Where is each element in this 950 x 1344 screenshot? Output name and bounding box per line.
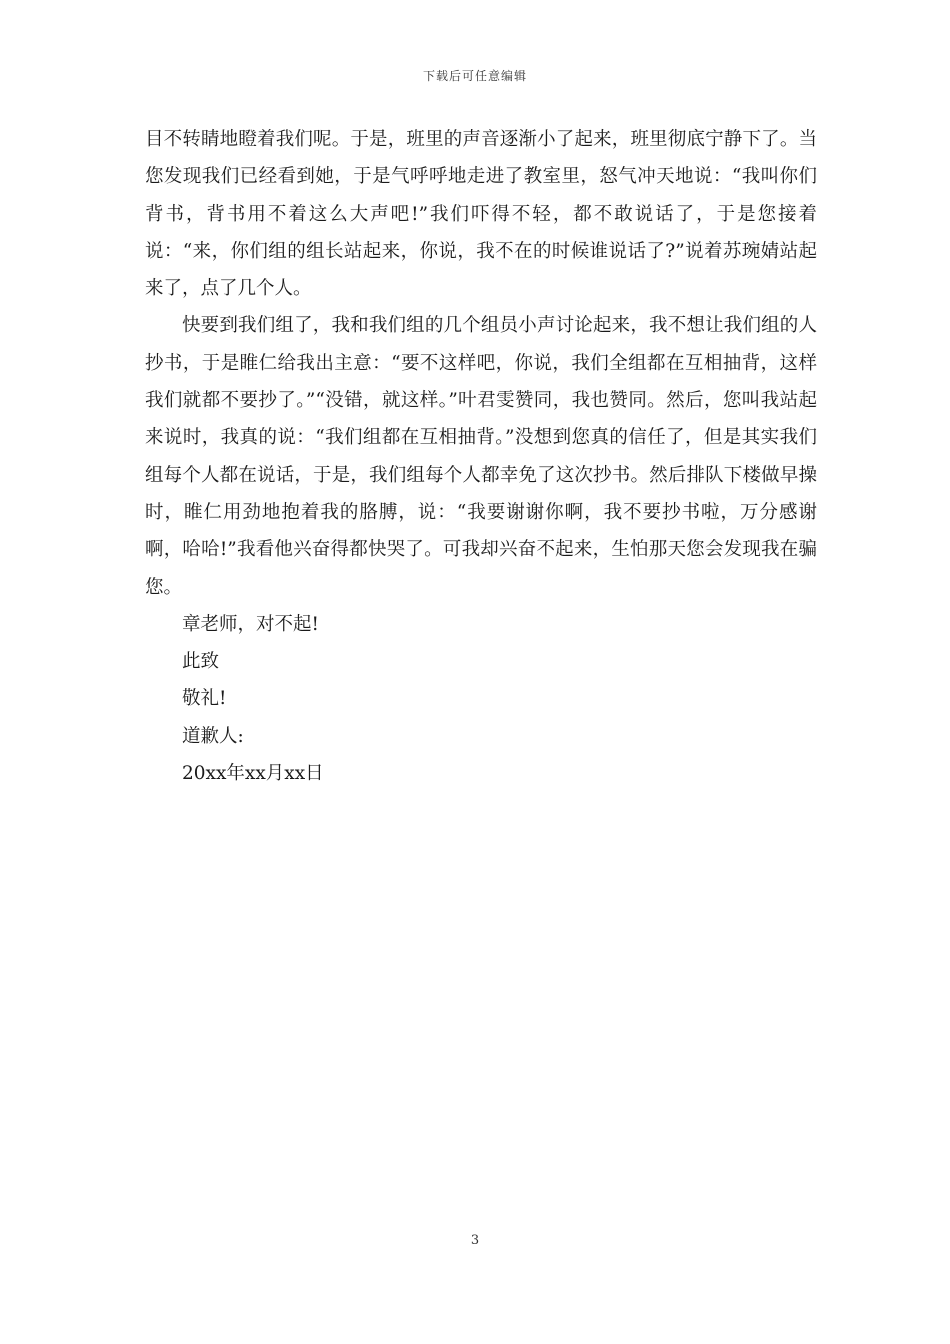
paragraph-group-discussion: 快要到我们组了，我和我们组的几个组员小声讨论起来，我不想让我们组的人抄书，于是睢仁给我出主意：“要不这样吧，你说，我们全组都在互相抽背，这样我们就都不要抄了。”“没错，就这样。”叶君雯赞同，我也赞同。然后，您叫我站起来说时，我真的说：“我们组都在互相抽背。”没想到您真的信任了，但是其实我们组每个人都在说话，于是，我们组每个人都幸免了这次抄书。然后排队下楼做早操时，睢仁用劲地抱着我的胳膊，说：“我要谢谢你啊，我不要抄书啦，万分感谢啊，哈哈!”我看他兴奋得都快哭了。可我却兴奋不起来，生怕那天您会发现我在骗您。 xyxy=(145,315,817,598)
page-header: 下载后可任意编辑 xyxy=(422,69,527,83)
letter-date: 20xx年xx月xx日 xyxy=(182,763,324,785)
signer-label: 道歉人: xyxy=(182,725,244,747)
letter-body xyxy=(145,121,817,792)
closing-salutation-1: 此致 xyxy=(182,651,220,673)
paragraph-continuation: 目不转睛地瞪着我们呢。于是，班里的声音逐渐小了起来，班里彻底宁静下了。当您发现我们已经看到她，于是气呼呼地走进了教室里，怒气冲天地说：“我叫你们背书，背书用不着这么大声吧!”我们吓得不轻，都不敢说话了，于是您接着说：“来，你们组的组长站起来，你说，我不在的时候谁说话了?”说着苏琬婧站起来了，点了几个人。 xyxy=(145,129,817,300)
apology-line: 章老师，对不起! xyxy=(182,613,319,635)
closing-salutation-2: 敬礼! xyxy=(182,688,227,710)
page-number: 3 xyxy=(470,1233,480,1248)
